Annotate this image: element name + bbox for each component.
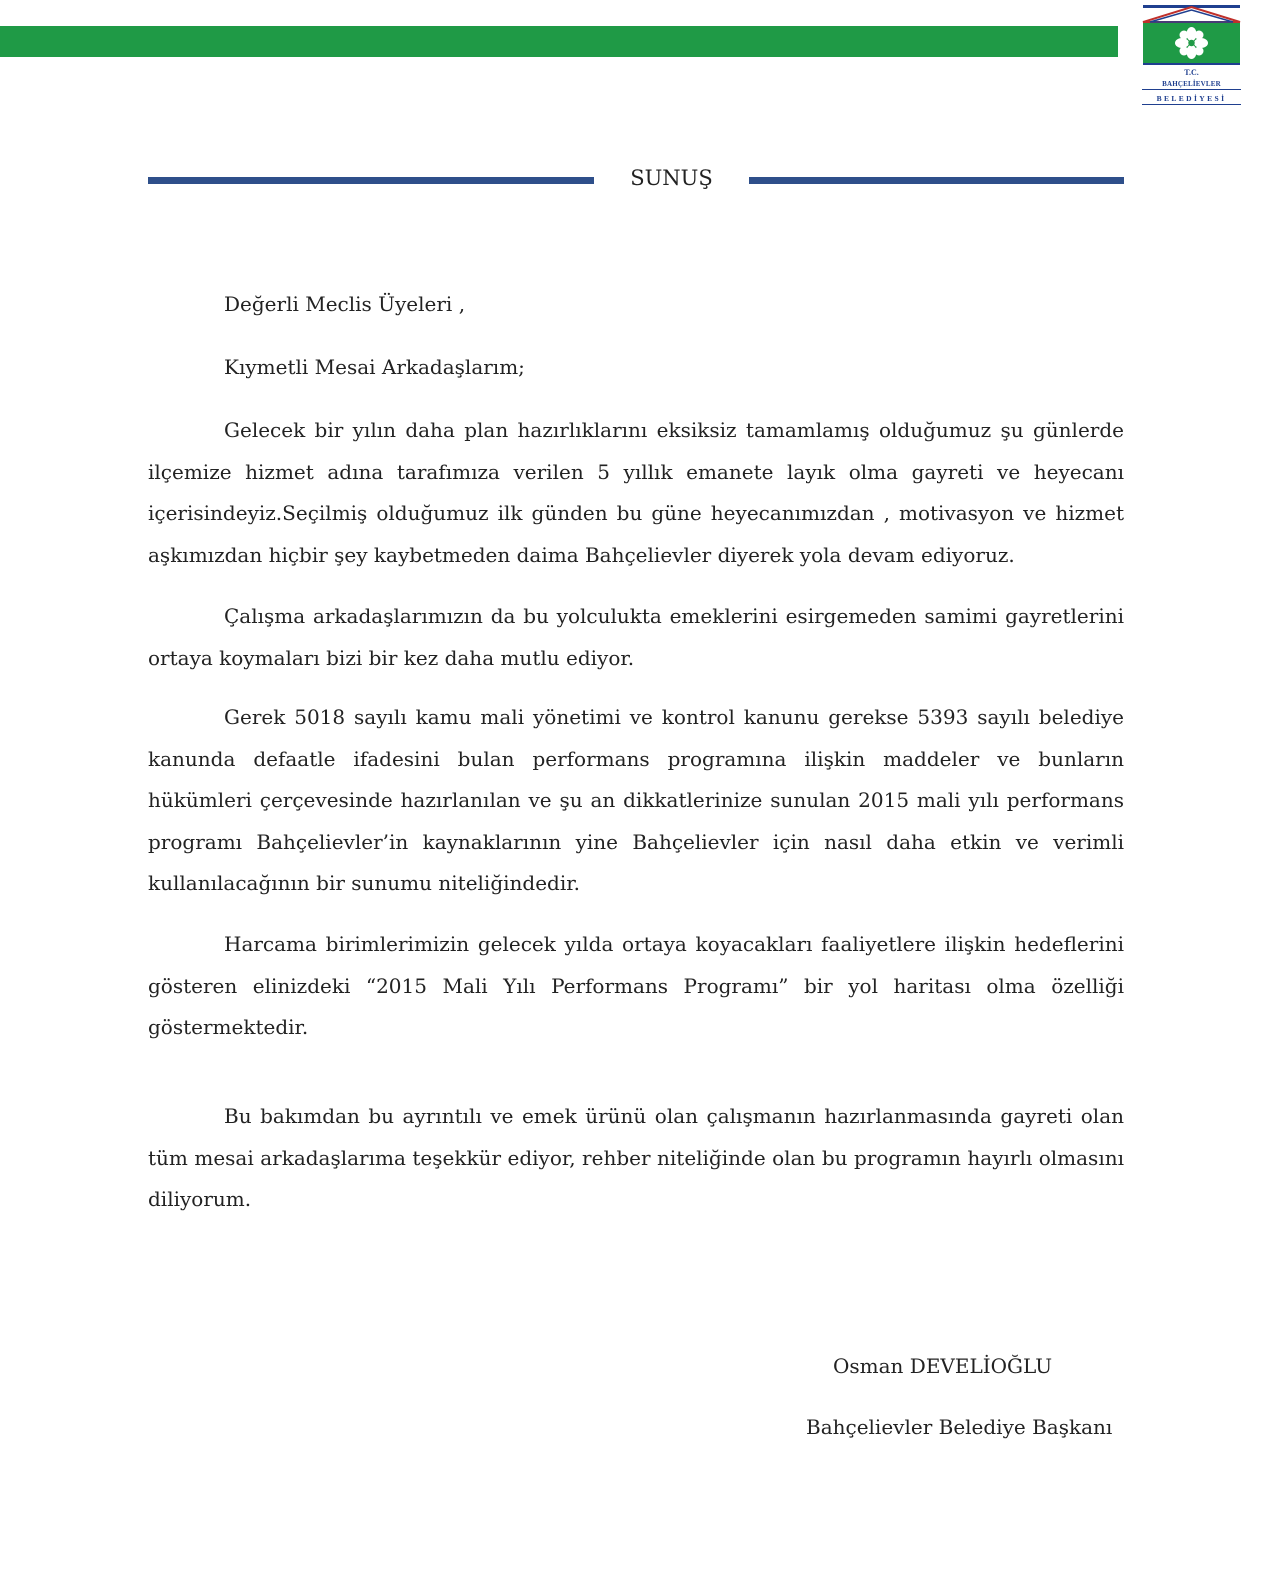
body-paragraph-5: Bu bakımdan bu ayrıntılı ve emek ürünü olan çalışmanın hazırlanmasında gayreti olan tüm mesai arkadaşlarıma teşekkür ediyor, rehber niteliğinde olan bu programın hayırlı olmasını diliyorum. — [148, 1104, 1124, 1211]
body-paragraph-1: Gelecek bir yılın daha plan hazırlıklarını eksiksiz tamamlamış olduğumuz şu günlerde ilçemize hizmet adına tarafımıza verilen 5 yıllık emanete layık olma gayreti ve heyecanı içerisindeyiz.Seçilmiş olduğumuz ilk günden bu güne heyecanımızdan , motivasyon ve hizmet aşkımızdan hiçbir şey kaybetmeden daima Bahçelievler diyerek yola devam ediyoruz. — [148, 418, 1124, 567]
signatory-name: Osman DEVELİOĞLU — [833, 1354, 1053, 1378]
greeting-line-1: Değerli Meclis Üyeleri , — [224, 292, 466, 316]
logo-emblem-icon — [1142, 2, 1241, 66]
logo-name-text: BAHÇELİEVLER — [1142, 81, 1241, 90]
body-paragraph-3: Gerek 5018 sayılı kamu mali yönetimi ve kontrol kanunu gerekse 5393 sayılı belediye kanunda defaatle ifadesini bulan performans programına ilişkin maddeler ve bunların hükümleri çerçevesinde hazırlanılan ve şu an dikkatlerinize sunulan 2015 mali yılı performans programı Bahçelievler’in kaynaklarının yine Bahçelievler için nasıl daha etkin ve verimli kullanılacağının bir sunumu niteliğindedir. — [148, 705, 1124, 895]
body-paragraph-4: Harcama birimlerimizin gelecek yılda ortaya koyacakları faaliyetlere ilişkin hedeflerini gösteren elinizdeki “2015 Mali Yılı Performans Programı” bir yol haritası olma özelliği göstermektedir. — [148, 932, 1124, 1039]
header-green-bar — [0, 26, 1118, 57]
municipality-logo — [1142, 2, 1241, 110]
signatory-title: Bahçelievler Belediye Başkanı — [806, 1415, 1113, 1439]
body-paragraph-2: Çalışma arkadaşlarımızın da bu yolculukta emeklerini esirgemeden samimi gayretlerini ortaya koymaları bizi bir kez daha mutlu ediyor. — [148, 604, 1124, 670]
greeting-line-2: Kıymetli Mesai Arkadaşlarım; — [224, 355, 525, 379]
logo-tc-text: T.C. — [1184, 68, 1199, 77]
page-title: SUNUŞ — [630, 166, 713, 190]
title-rule-right — [749, 177, 1124, 184]
logo-belediyesi-text: BELEDİYESİ — [1142, 95, 1241, 105]
title-rule-left — [148, 177, 594, 184]
